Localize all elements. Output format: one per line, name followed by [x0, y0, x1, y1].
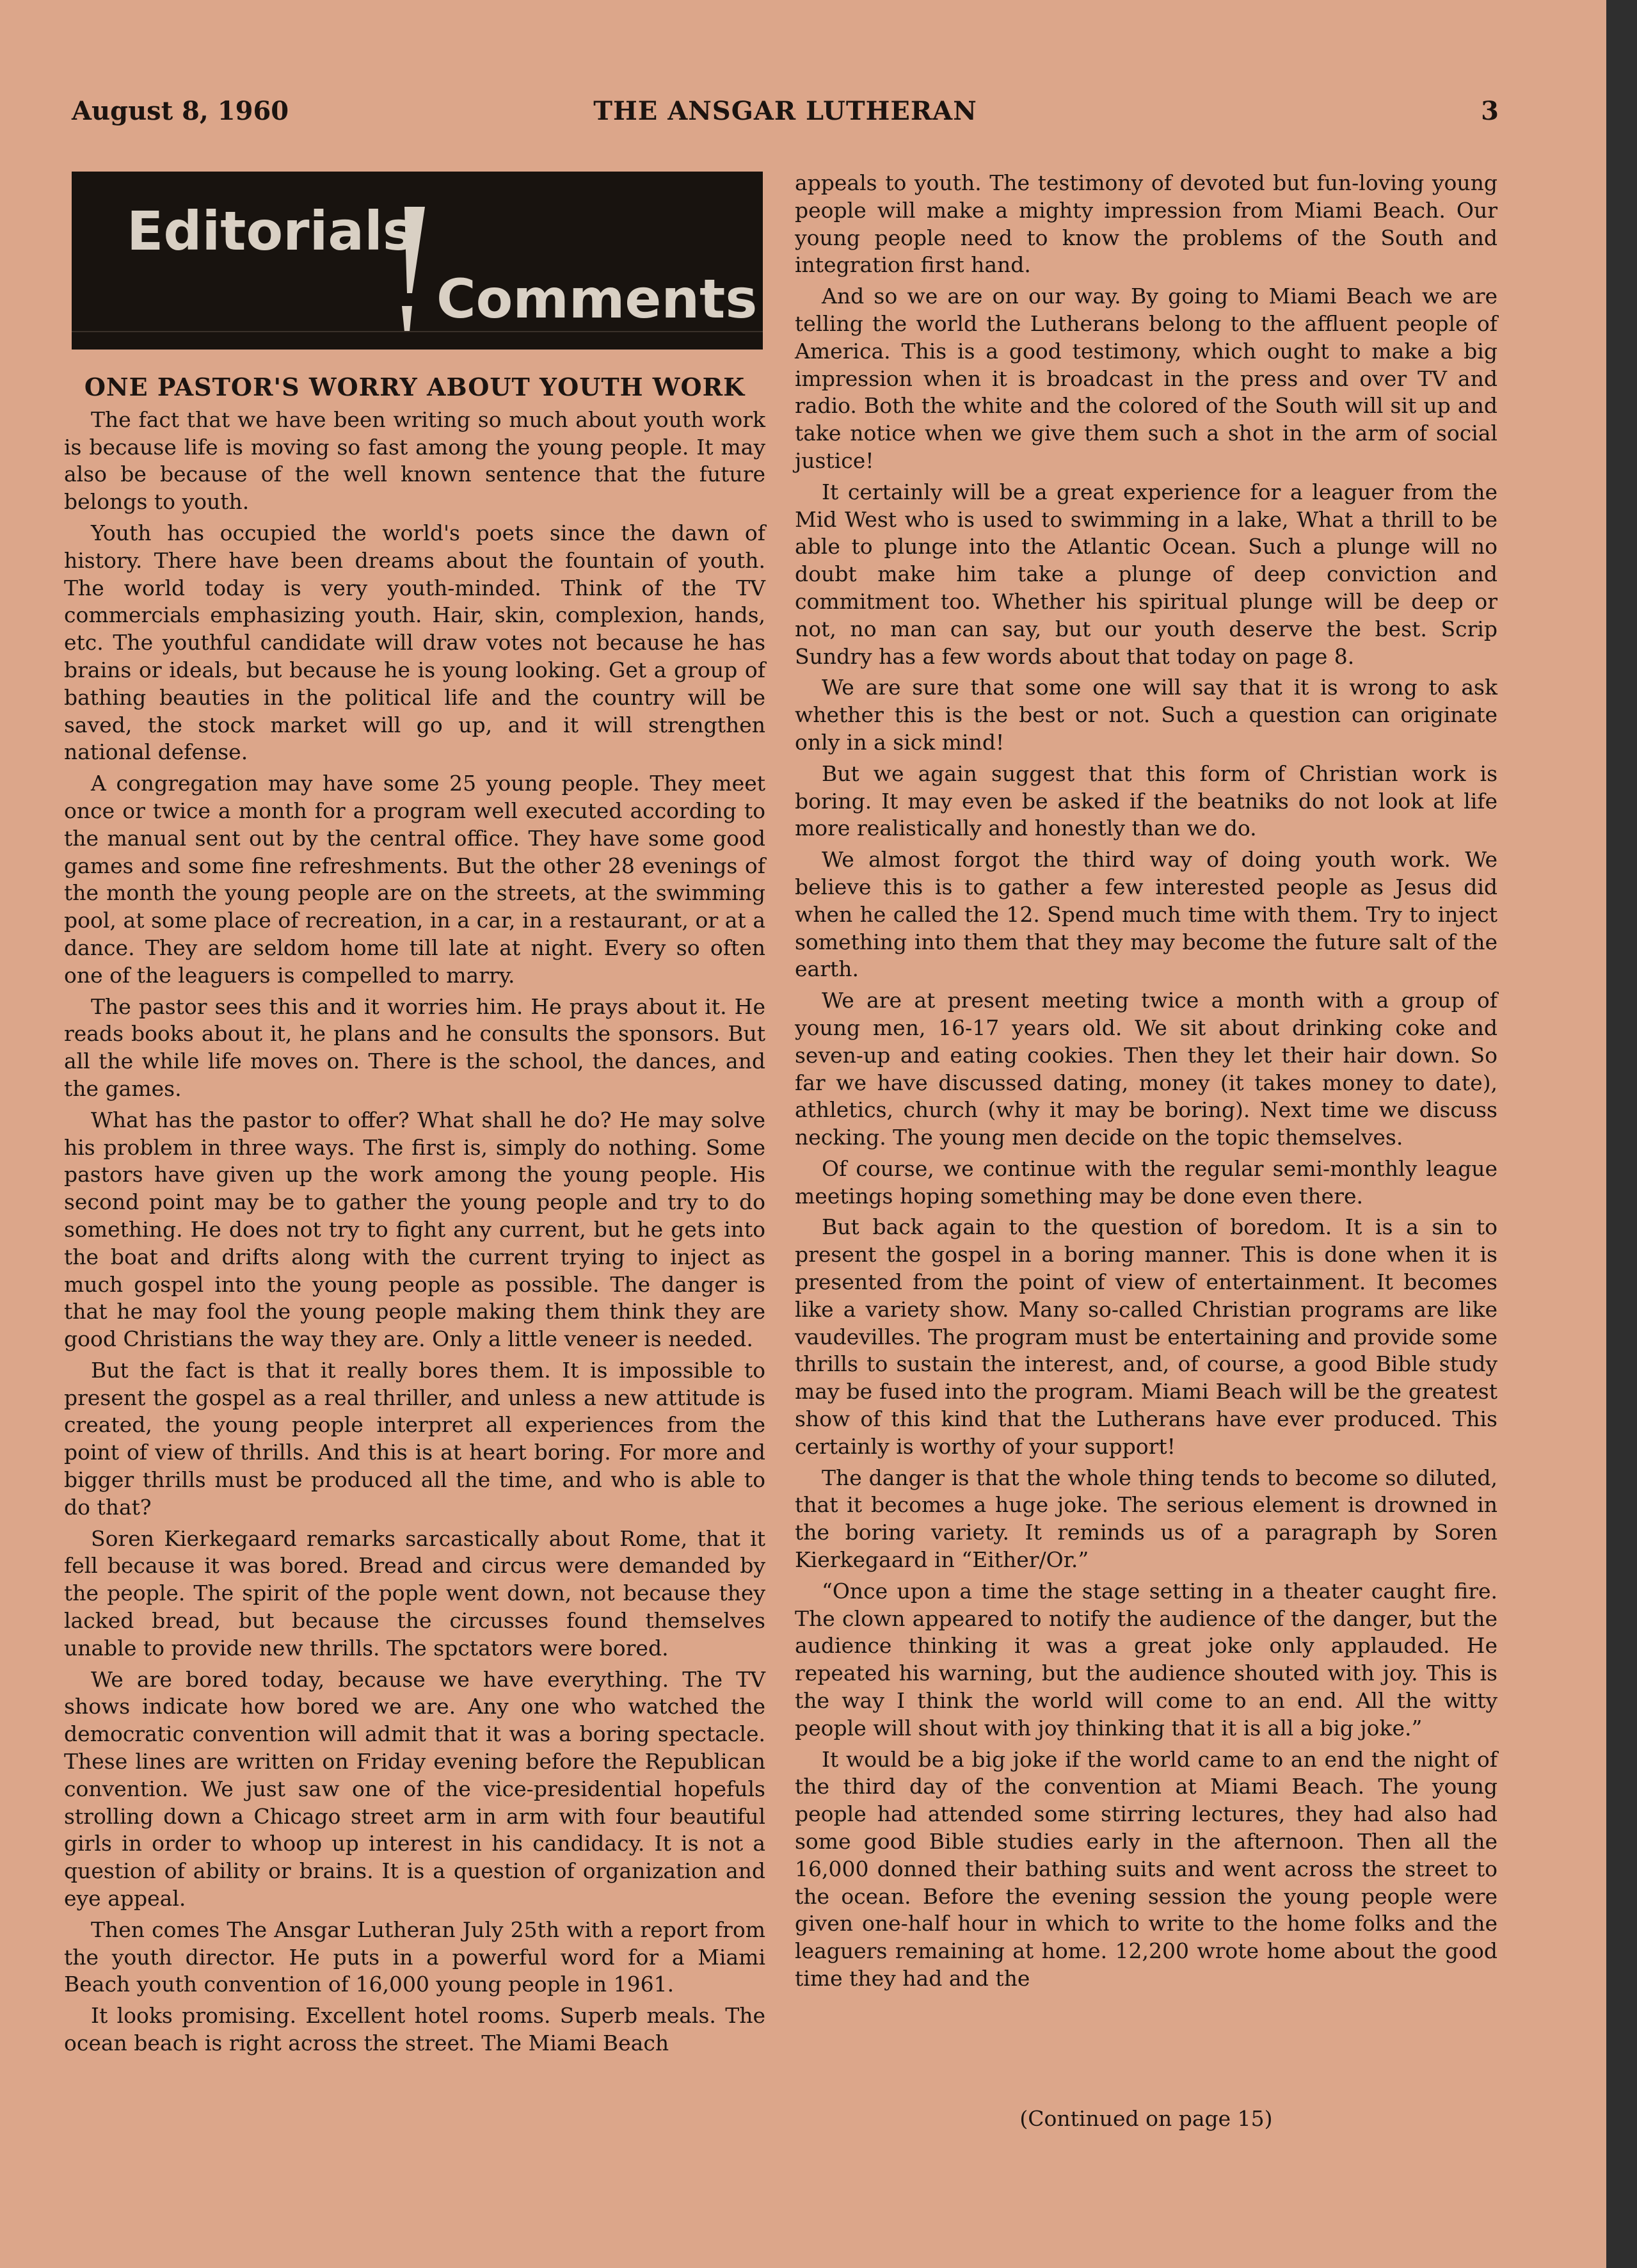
- article-paragraph: “Once upon a time the stage setting in a theater caught fire. The clown appeared to notify the audience of the danger, but the audience thinking it was a great joke only applauded. He repeated his warning, but the audience shouted with joy. This is the way I think the world will come to an end. All the witty people will shout with joy thinking that it is all a big joke.”: [795, 1578, 1497, 1741]
- article-paragraph: Then comes The Ansgar Lutheran July 25th with a report from the youth director. He puts in a powerful word for a Miami Beach youth convention of 16,000 young people in 1961.: [64, 1917, 765, 1997]
- article-paragraph: appeals to youth. The testimony of devoted but fun-loving young people will make a mighty impression from Miami Beach. Our young people need to know the problems of the South and integration first hand.: [795, 170, 1497, 278]
- article-paragraph: But we again suggest that this form of Christian work is boring. It may even be asked if the beatniks do not look at life more realistically and honestly than we do.: [795, 760, 1497, 841]
- article-paragraph: We are sure that some one will say that it is wrong to ask whether this is the best or not. Such a question can originate only in a sick mind!: [795, 675, 1497, 755]
- article-column-left: [64, 374, 765, 2057]
- banner-word-editorials: Editorials: [127, 200, 415, 262]
- article-paragraph: Soren Kierkegaard remarks sarcastically about Rome, that it fell because it was bored. Bread and circus were demanded by the people. The spirit of the pople went down, not because they lacked bread, but because the circusses found themselves unable to provide new thrills. The spctators were bored.: [64, 1525, 765, 1661]
- editorials-comments-banner: [72, 172, 763, 350]
- article-paragraph: But the fact is that it really bores them. It is impossible to present the gospel as a real thriller, and unless a new attitude is created, the young people interpret all experiences from the point of view of thrills. And this is at heart boring. For more and bigger thrills must be produced all the time, and who is able to do that?: [64, 1357, 765, 1520]
- article-paragraph: Of course, we continue with the regular semi-monthly league meetings hoping something may be done even there.: [795, 1155, 1497, 1209]
- article-paragraph: It would be a big joke if the world came to an end the night of the third day of the convention at Miami Beach. The young people had attended some stirring lectures, they had also had some good Bible studies early in the afternoon. Then all the 16,000 donned their bathing suits and went across the street to the ocean. Before the evening session the young people were given one-half hour in which to write to the home folks and the leaguers remaining at home. 12,200 wrote home about the good time they had and the: [795, 1746, 1497, 1991]
- article-paragraph: We are bored today, because we have everything. The TV shows indicate how bored we are. Any one who watched the democratic convention will admit that it was a boring spectacle. These lines are written on Friday evening before the Republican convention. We just saw one of the vice-presidential hopefuls strolling down a Chicago street arm in arm with four beautiful girls in order to whoop up interest in his candidacy. It is not a question of ability or brains. It is a question of organization and eye appeal.: [64, 1666, 765, 1911]
- article-paragraph: What has the pastor to offer? What shall he do? He may solve his problem in three ways. The first is, simply do nothing. Some pastors have given up the work among the young people. His second point may be to gather the young people and try to do something. He does not try to fight any current, but he gets into the boat and drifts along with the current trying to inject as much gospel into the young people as possible. The danger is that he may fool the young people making them think they are good Christians the way they are. Only a little veneer is needed.: [64, 1107, 765, 1352]
- article-paragraph: We almost forgot the third way of doing youth work. We believe this is to gather a few interested people as Jesus did when he called the 12. Spend much time with them. Try to inject something into them that they may become the future salt of the earth.: [795, 847, 1497, 982]
- page-number: 3: [1481, 96, 1499, 126]
- article-headline: ONE PASTOR'S WORRY ABOUT YOUTH WORK: [84, 373, 746, 401]
- article-paragraph: But back again to the question of boredom. It is a sin to present the gospel in a boring manner. This is done when it is presented from the point of view of entertainment. It becomes like a variety show. Many so-called Christian programs are like vaudevilles. The program must be entertaining and provide some thrills to sustain the interest, and, of course, a good Bible study may be fused into the program. Miami Beach will be the greatest show of this kind that the Lutherans have ever produced. This certainly is worthy of your support!: [795, 1214, 1497, 1459]
- article-column-right: [795, 170, 1497, 1993]
- publication-title: THE ANSGAR LUTHERAN: [593, 96, 977, 126]
- article-paragraph: The fact that we have been writing so much about youth work is because life is moving so fast among the young people. It may also be because of the well known sentence that the future belongs to youth.: [64, 406, 765, 515]
- article-paragraph: And so we are on our way. By going to Miami Beach we are telling the world the Lutherans belong to the affluent people of America. This is a good testimony, which ought to make a big impression when it is broadcast in the press and over TV and radio. Both the white and the colored of the South will sit up and take notice when we give them such a shot in the arm of social justice!: [795, 284, 1497, 473]
- article-paragraph: The pastor sees this and it worries him. He prays about it. He reads books about it, he plans and he consults the sponsors. But all the while life moves on. There is the school, the dances, and the games.: [64, 993, 765, 1101]
- article-paragraph: We are at present meeting twice a month with a group of young men, 16-17 years old. We sit about drinking coke and seven-up and eating cookies. Then they let their hair down. So far we have discussed dating, money (it takes money to date), athletics, church (why it may be boring). Next time we discuss necking. The young men decide on the topic themselves.: [795, 988, 1497, 1150]
- continued-note: (Continued on page 15): [1019, 2106, 1273, 2131]
- article-paragraph: It certainly will be a great experience for a leaguer from the Mid West who is used to swimming in a lake, What a thrill to be able to plunge into the Atlantic Ocean. Such a plunge will no doubt make him take a plunge of deep conviction and commitment too. Whether his spiritual plunge will be deep or not, no man can say, but our youth deserve the best. Scrip Sundry has a few words about that today on page 8.: [795, 479, 1497, 669]
- banner-word-comments: Comments: [436, 268, 758, 330]
- article-paragraph: Youth has occupied the world's poets since the dawn of history. There have been dreams about the fountain of youth. The world today is very youth-minded. Think of the TV commercials emphasizing youth. Hair, skin, complexion, hands, etc. The youthful candidate will draw votes not because he has brains or ideals, but because he is young looking. Get a group of bathing beauties in the political life and the country will be saved, the stock market will go up, and it will strengthen national defense.: [64, 520, 765, 765]
- article-paragraph: A congregation may have some 25 young people. They meet once or twice a month for a program well executed according to the manual sent out by the central office. They have some good games and some fine refreshments. But the other 28 evenings of the month the young people are on the streets, at the swimming pool, at some place of recreation, in a car, in a restaurant, or at a dance. They are seldom home till late at night. Every so often one of the leaguers is compelled to marry.: [64, 771, 765, 988]
- issue-date: August 8, 1960: [72, 96, 289, 126]
- article-paragraph: It looks promising. Excellent hotel rooms. Superb meals. The ocean beach is right across the street. The Miami Beach: [64, 2003, 765, 2056]
- article-paragraph: The danger is that the whole thing tends to become so diluted, that it becomes a huge joke. The serious element is drowned in the boring variety. It reminds us of a paragraph by Soren Kierkegaard in “Either/Or.”: [795, 1465, 1497, 1573]
